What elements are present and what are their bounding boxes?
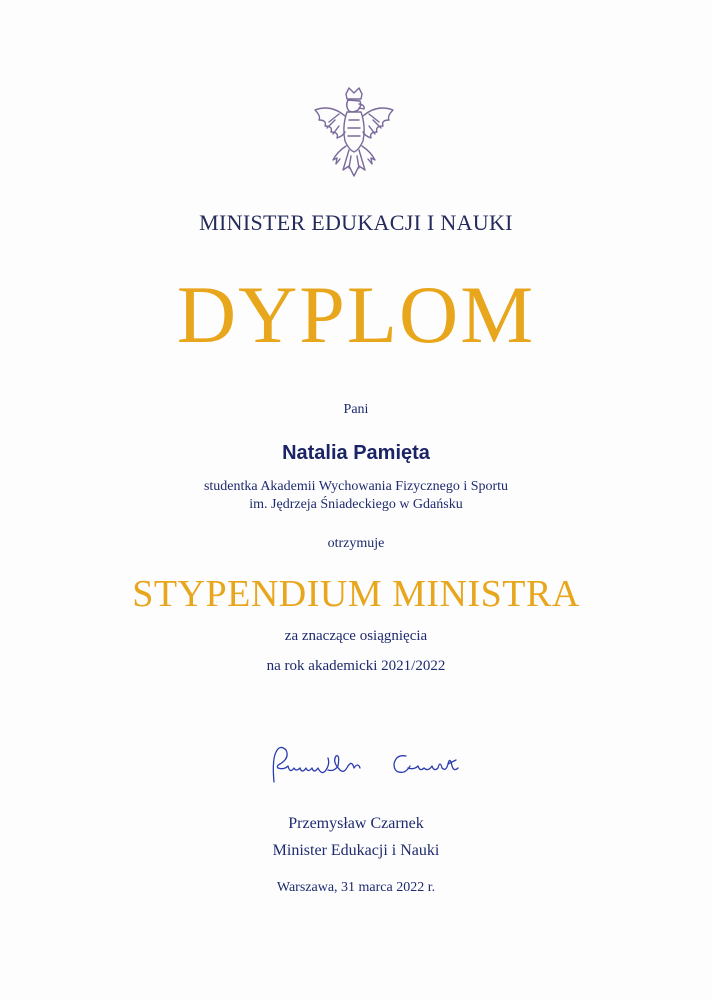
affiliation-line-1: studentka Akademii Wychowania Fizycznego i Sportu [203,479,509,494]
receives-text: otrzymuje [327,536,385,551]
document-title: DYPLOM [176,269,536,360]
honorific: Pani [343,402,369,417]
place-and-date: Warszawa, 31 marca 2022 r. [276,880,436,895]
signer-name: Przemysław Czarnek [288,815,424,832]
reason-line-2: na rok akademicki 2021/2022 [266,658,446,674]
signer-role: Minister Edukacji i Nauki [272,842,440,859]
affiliation-line-2: im. Jędrzeja Śniadeckiego w Gdańsku [249,497,463,512]
eagle-emblem-icon [309,86,399,182]
award-title: STYPENDIUM MINISTRA [132,573,580,615]
issuer-title: MINISTER EDUKACJI I NAUKI [199,210,513,235]
reason-line-1: za znaczące osiągnięcia [284,628,428,644]
handwritten-signature [268,740,468,790]
recipient-name: Natalia Pamięta [282,442,430,464]
